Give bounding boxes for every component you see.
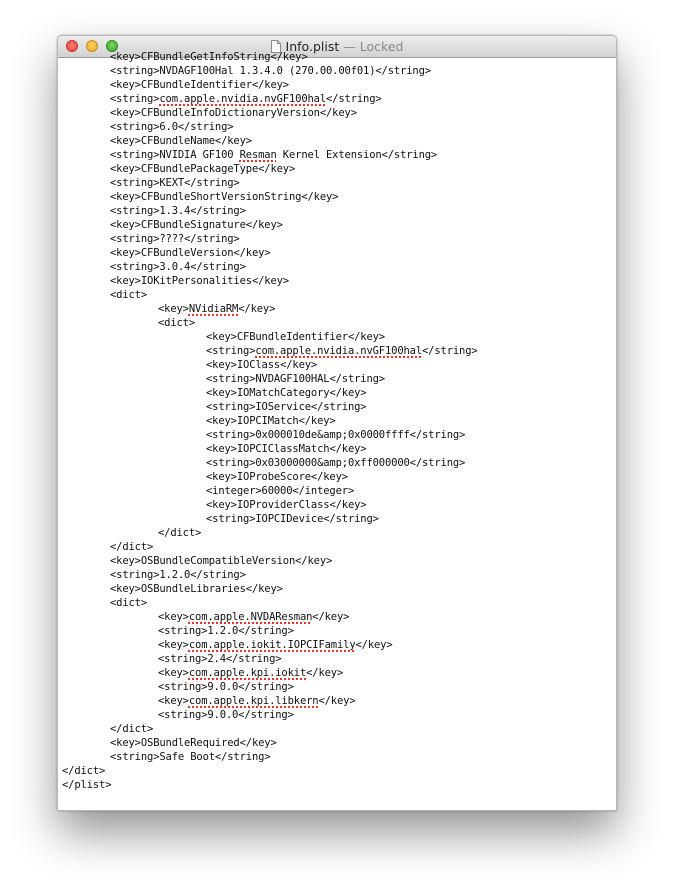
code-markup: <string> — [110, 569, 160, 581]
code-token: IOPCIClassMatch — [236, 443, 330, 455]
text-editor-window — [57, 35, 617, 811]
code-line[interactable] — [62, 554, 478, 568]
code-markup: </key> — [251, 79, 289, 91]
code-markup: </key> — [258, 163, 296, 175]
code-markup: <key> — [110, 219, 141, 231]
code-token: 9.0.0 — [207, 709, 239, 721]
code-markup: </string> — [409, 457, 466, 469]
code-line[interactable] — [62, 386, 478, 400]
code-markup: </string> — [329, 373, 385, 385]
code-line[interactable] — [62, 302, 478, 316]
code-markup: </key> — [329, 443, 367, 455]
lock-status[interactable]: Locked — [359, 39, 404, 54]
code-markup: <string> — [110, 261, 160, 273]
code-line[interactable] — [62, 372, 478, 386]
code-token: 0x000010de&amp;0x0000ffff — [255, 429, 410, 441]
code-markup: <key> — [110, 135, 141, 147]
code-token: IOProviderClass — [236, 499, 330, 511]
code-markup: </key> — [270, 51, 308, 63]
code-token: IOProbeScore — [236, 471, 311, 483]
code-markup: <string> — [110, 205, 160, 217]
code-line[interactable] — [62, 134, 478, 148]
code-line[interactable] — [62, 92, 478, 106]
code-markup: <string> — [158, 625, 208, 637]
code-markup: <key> — [158, 695, 189, 707]
code-token: <dict> — [110, 289, 148, 301]
code-markup: <key> — [158, 303, 189, 315]
code-markup: </string> — [184, 233, 240, 245]
code-token: </dict> — [110, 723, 154, 735]
code-line[interactable] — [62, 694, 478, 708]
code-markup: <key> — [158, 611, 189, 623]
code-markup: </key> — [214, 135, 252, 147]
code-token: 1.3.4 — [159, 205, 191, 217]
code-line[interactable] — [62, 316, 478, 330]
code-token: IOKitPersonalities — [140, 275, 252, 287]
code-markup: </string> — [323, 513, 379, 525]
code-token: CFBundleIdentifier — [140, 79, 252, 91]
code-markup: </key> — [347, 331, 385, 343]
code-markup: </string> — [238, 625, 294, 637]
code-line[interactable] — [62, 540, 478, 554]
code-token: Safe Boot — [159, 751, 215, 763]
title-separator: — — [343, 39, 356, 54]
code-token: CFBundleInfoDictionaryVersion — [140, 107, 320, 119]
code-markup: </string> — [409, 429, 466, 441]
code-markup: Kernel Extension</string> — [276, 149, 438, 161]
code-line[interactable] — [62, 456, 478, 470]
code-markup: </key> — [319, 107, 357, 119]
code-markup: <key> — [110, 737, 141, 749]
code-markup: <string> — [110, 121, 160, 133]
code-line[interactable] — [62, 50, 478, 64]
code-markup: </key> — [251, 275, 289, 287]
code-line[interactable] — [62, 106, 478, 120]
code-markup: </key> — [301, 191, 339, 203]
code-markup: <string> — [158, 709, 208, 721]
code-markup: </key> — [238, 303, 276, 315]
code-markup: </key> — [298, 415, 336, 427]
code-line[interactable] — [62, 470, 478, 484]
code-token: 1.2.0 — [159, 569, 191, 581]
code-line[interactable] — [62, 680, 478, 694]
code-token: OSBundleCompatibleVersion — [140, 555, 296, 567]
code-markup: </key> — [295, 555, 333, 567]
code-markup: <string> — [206, 429, 256, 441]
code-line[interactable] — [62, 78, 478, 92]
code-token: CFBundleVersion — [140, 247, 234, 259]
code-markup: </string> — [375, 65, 431, 77]
code-markup: <string> — [158, 681, 208, 693]
code-line[interactable] — [62, 498, 478, 512]
code-line[interactable] — [62, 162, 478, 176]
code-token: </dict> — [110, 541, 154, 553]
code-token: 3.0.4 — [159, 261, 191, 273]
code-token: IOPCIMatch — [236, 415, 299, 427]
code-markup: </key> — [233, 247, 271, 259]
code-markup: <string> — [206, 345, 256, 357]
code-token: CFBundleIdentifier — [236, 331, 348, 343]
plist-source[interactable] — [62, 50, 478, 792]
code-line[interactable] — [62, 344, 478, 358]
code-markup: <string> — [110, 93, 160, 105]
code-markup: <key> — [110, 191, 141, 203]
code-markup: <string> — [158, 653, 208, 665]
code-markup: <key> — [110, 247, 141, 259]
code-markup: </string> — [238, 681, 294, 693]
code-markup: </key> — [329, 499, 367, 511]
code-markup: <key> — [110, 51, 141, 63]
code-markup: </string> — [422, 345, 478, 357]
code-token: com.apple.kpi.libkern — [188, 695, 319, 707]
code-markup: </string> — [225, 653, 282, 665]
code-token: CFBundlePackageType — [140, 163, 259, 175]
code-token: 1.2.0 — [207, 625, 239, 637]
code-line[interactable] — [62, 568, 478, 582]
code-token: NVDAGF100HAL — [255, 373, 330, 385]
code-markup: </key> — [280, 359, 318, 371]
code-token: </dict> — [158, 527, 202, 539]
code-markup: </string> — [326, 93, 382, 105]
code-markup: <key> — [110, 163, 141, 175]
document-name: Info.plist — [285, 39, 340, 54]
code-markup: </string> — [190, 261, 246, 273]
code-token: CFBundleName — [140, 135, 215, 147]
code-line[interactable] — [62, 204, 478, 218]
code-markup: </string> — [214, 751, 271, 763]
code-token: NVDAGF100Hal 1.3.4.0 (270.00.00f01) — [159, 65, 376, 77]
code-line[interactable] — [62, 778, 478, 792]
code-markup: </key> — [329, 387, 367, 399]
code-markup: </string> — [310, 401, 367, 413]
code-markup: </string> — [184, 177, 240, 189]
code-line[interactable] — [62, 414, 478, 428]
code-markup: <string> — [110, 751, 160, 763]
code-line[interactable] — [62, 652, 478, 666]
code-line[interactable] — [62, 218, 478, 232]
code-markup: <key> — [110, 107, 141, 119]
code-markup: <string> — [110, 177, 160, 189]
code-line[interactable] — [62, 736, 478, 750]
code-markup: </key> — [312, 611, 350, 623]
code-markup: <key> — [158, 667, 189, 679]
code-markup: <key> — [206, 443, 237, 455]
code-markup: </integer> — [292, 485, 355, 497]
code-line[interactable] — [62, 400, 478, 414]
code-markup: <key> — [110, 79, 141, 91]
code-token: IOPCIDevice — [255, 513, 324, 525]
code-line[interactable] — [62, 428, 478, 442]
code-line[interactable] — [62, 526, 478, 540]
code-markup: <key> — [206, 471, 237, 483]
code-markup: <string> — [206, 457, 256, 469]
code-line[interactable] — [62, 64, 478, 78]
code-token: CFBundleGetInfoString — [140, 51, 271, 63]
code-line[interactable] — [62, 582, 478, 596]
code-token: ???? — [159, 233, 185, 245]
code-token: KEXT — [159, 177, 185, 189]
code-markup: <integer> — [206, 485, 262, 497]
code-token: com.apple.kpi.iokit — [188, 667, 307, 679]
code-token: com.apple.iokit.IOPCIFamily — [188, 639, 356, 651]
code-line[interactable] — [62, 442, 478, 456]
code-markup: </key> — [318, 695, 356, 707]
code-line[interactable] — [62, 274, 478, 288]
code-token: IOService — [255, 401, 311, 413]
code-line[interactable] — [62, 190, 478, 204]
code-line[interactable] — [62, 512, 478, 526]
code-token: NVidiaRM — [188, 303, 239, 315]
code-markup: </key> — [245, 583, 283, 595]
code-markup: </string> — [238, 709, 294, 721]
code-token: 60000 — [261, 485, 293, 497]
code-line[interactable] — [62, 176, 478, 190]
code-markup: </key> — [355, 639, 393, 651]
code-markup: </key> — [239, 737, 277, 749]
code-markup: <key> — [158, 639, 189, 651]
code-line[interactable] — [62, 120, 478, 134]
code-line[interactable] — [62, 358, 478, 372]
code-markup: <string> — [206, 373, 256, 385]
code-line[interactable] — [62, 666, 478, 680]
code-markup: </key> — [306, 667, 344, 679]
code-markup: <key> — [206, 331, 237, 343]
code-token: CFBundleShortVersionString — [140, 191, 302, 203]
code-token: 6.0 — [159, 121, 178, 133]
code-line[interactable] — [62, 288, 478, 302]
code-markup: <key> — [206, 387, 237, 399]
code-token: com.apple.nvidia.nvGF100hal — [159, 93, 327, 105]
code-line[interactable] — [62, 246, 478, 260]
code-markup: <key> — [206, 415, 237, 427]
code-token: IOMatchCategory — [236, 387, 330, 399]
code-token: 9.0.0 — [207, 681, 239, 693]
code-markup: <key> — [110, 555, 141, 567]
code-line[interactable] — [62, 610, 478, 624]
code-token: OSBundleRequired — [140, 737, 240, 749]
code-markup: <key> — [206, 359, 237, 371]
code-markup: </string> — [190, 569, 246, 581]
code-line[interactable] — [62, 484, 478, 498]
code-line[interactable] — [62, 708, 478, 722]
code-markup: <string> — [206, 513, 256, 525]
code-token: Resman — [239, 149, 277, 161]
code-markup: </string> — [177, 121, 234, 133]
code-line[interactable] — [62, 638, 478, 652]
code-line[interactable] — [62, 330, 478, 344]
code-line[interactable] — [62, 260, 478, 274]
code-token: IOClass — [236, 359, 281, 371]
code-line[interactable] — [62, 750, 478, 764]
code-markup: <string> — [110, 65, 160, 77]
code-token: CFBundleSignature — [140, 219, 246, 231]
code-markup: <string> — [206, 401, 256, 413]
code-markup: <key> — [110, 583, 141, 595]
code-line[interactable] — [62, 232, 478, 246]
code-line[interactable] — [62, 148, 478, 162]
code-token: OSBundleLibraries — [140, 583, 246, 595]
code-markup: </key> — [310, 471, 348, 483]
code-line[interactable] — [62, 596, 478, 610]
code-token: <dict> — [158, 317, 196, 329]
code-token: com.apple.NVDAResman — [188, 611, 313, 623]
code-token: <dict> — [110, 597, 148, 609]
code-token: com.apple.nvidia.nvGF100hal — [255, 345, 423, 357]
code-markup: <string> — [110, 233, 160, 245]
code-markup: </string> — [190, 205, 246, 217]
text-area[interactable] — [58, 51, 616, 810]
code-line[interactable] — [62, 764, 478, 778]
code-markup: </key> — [245, 219, 283, 231]
code-line[interactable] — [62, 722, 478, 736]
code-markup: <string>NVIDIA GF100 — [110, 149, 240, 161]
code-line[interactable] — [62, 624, 478, 638]
code-token: </dict> — [62, 765, 106, 777]
code-token: 0x03000000&amp;0xff000000 — [255, 457, 410, 469]
code-token: </plist> — [62, 779, 112, 791]
code-markup: <key> — [206, 499, 237, 511]
code-markup: <key> — [110, 275, 141, 287]
code-token: 2.4 — [207, 653, 226, 665]
